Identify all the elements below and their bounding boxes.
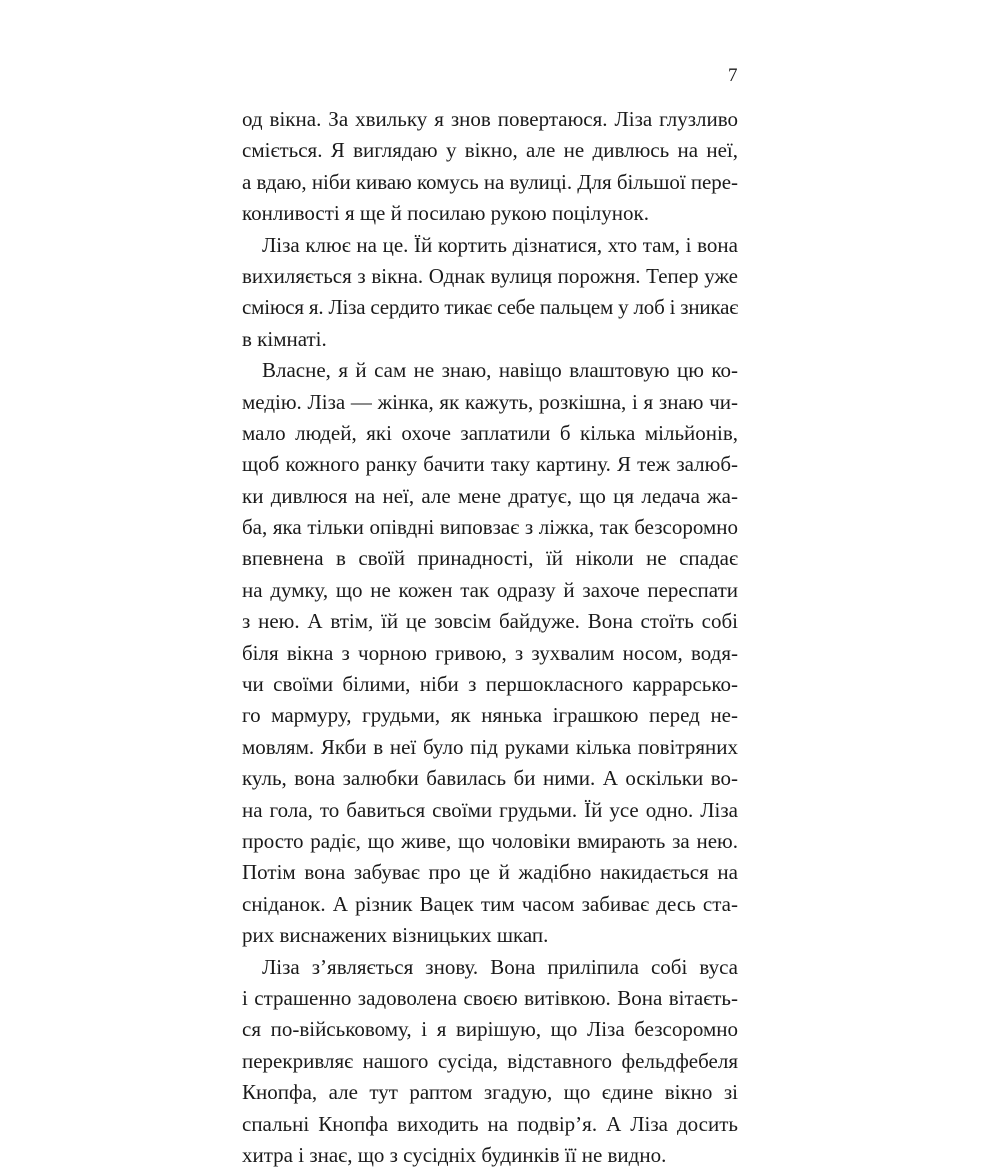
body-text xyxy=(242,104,738,1171)
text-line: хитра і знає, що з сусідніх будинків її не видно. xyxy=(242,1142,667,1167)
text-line: ки дивлюся на неї, але мене дратує, що ця ледача жа- xyxy=(242,483,738,508)
text-line: Власне, я й сам не знаю, навіщо влаштовую цю ко- xyxy=(262,358,738,383)
text-line: в кімнаті. xyxy=(242,326,327,351)
text-line: просто радіє, що живе, що чоловіки вмирають за нею. xyxy=(242,828,738,853)
text-line: ба, яка тільки опівдні виповзає з ліжка, так безсоромно xyxy=(242,515,738,540)
text-line: вихиляється з вікна. Однак вулиця порожня. Тепер уже xyxy=(242,263,738,288)
text-line: чи своїми білими, ніби з першокласного каррарсько- xyxy=(242,672,738,697)
text-line: сміється. Я виглядаю у вікно, але не дивлюсь на неї, xyxy=(242,138,738,163)
text-line: і страшенно задоволена своєю витівкою. Вона вітаєть- xyxy=(242,985,738,1010)
page-number: 7 xyxy=(728,65,738,86)
text-line: спальні Кнопфа виходить на подвір’я. А Ліза досить xyxy=(242,1111,738,1136)
text-line: го мармуру, грудьми, як нянька іграшкою перед не- xyxy=(242,703,738,728)
text-line: на гола, то бавиться своїми грудьми. Їй усе одно. Ліза xyxy=(242,797,738,822)
text-line: впевнена в своїй принадності, їй ніколи не спадає xyxy=(242,546,738,571)
text-line: Кнопфа, але тут раптом згадую, що єдине вікно зі xyxy=(242,1080,738,1105)
text-line: щоб кожного ранку бачити таку картину. Я теж залюб- xyxy=(242,452,738,477)
text-line: од вікна. За хвильку я знов повертаюся. Ліза глузливо xyxy=(242,107,738,131)
text-line: конливості я ще й посилаю рукою поцілунок. xyxy=(242,201,649,226)
text-line: куль, вона залюбки бавилась би ними. А оскільки во- xyxy=(242,766,738,791)
text-line: Ліза клює на це. Їй кортить дізнатися, хто там, і вона xyxy=(262,232,738,257)
text-line: сніданок. А різник Вацек тим часом забиває десь ста- xyxy=(242,891,738,916)
text-line: на думку, що не кожен так одразу й захоче переспати xyxy=(242,577,738,602)
text-line: мовлям. Якби в неї було під руками кілька повітряних xyxy=(242,734,738,759)
text-line: а вдаю, ніби киваю комусь на вулиці. Для більшої пере- xyxy=(242,169,738,194)
text-line: рих виснажених візницьких шкап. xyxy=(242,923,549,948)
text-line: Ліза з’являється знову. Вона приліпила собі вуса xyxy=(262,954,738,979)
text-line: перекривляє нашого сусіда, відставного фельдфебеля xyxy=(242,1048,738,1073)
text-line: медію. Ліза — жінка, як кажуть, розкішна, і я знаю чи- xyxy=(242,389,738,414)
text-line: Потім вона забуває про це й жадібно накидається на xyxy=(242,860,738,885)
text-line: з нею. А втім, їй це зовсім байдуже. Вона стоїть собі xyxy=(242,609,738,634)
text-line: сміюся я. Ліза сердито тикає себе пальцем у лоб і зникає xyxy=(242,295,739,320)
text-line: мало людей, які охоче заплатили б кілька мільйонів, xyxy=(242,420,738,445)
text-line: біля вікна з чорною гривою, з зухвалим носом, водя- xyxy=(242,640,738,665)
text-line: ся по-військовому, і я вирішую, що Ліза безсоромно xyxy=(242,1017,738,1042)
